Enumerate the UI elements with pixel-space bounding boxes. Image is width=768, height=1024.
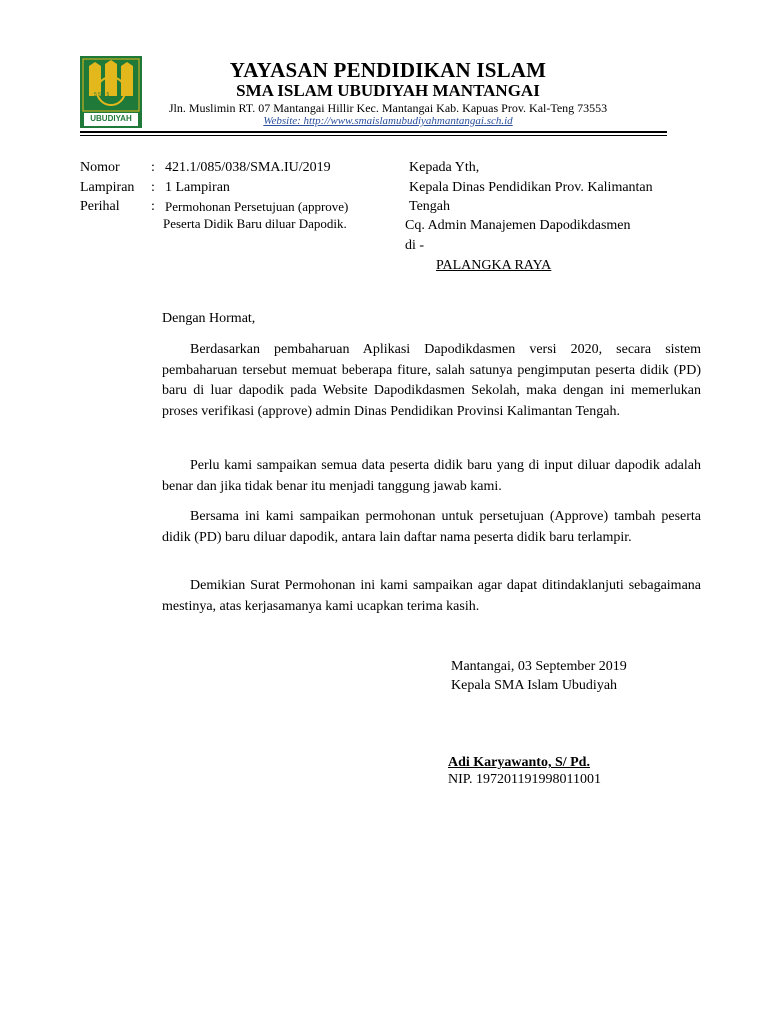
lampiran-label: Lampiran [80, 180, 135, 195]
perihal-line-1: Permohonan Persetujuan (approve) [165, 199, 349, 214]
recipient-di: di - [405, 238, 425, 253]
foundation-title: YAYASAN PENDIDIKAN ISLAM [229, 58, 547, 82]
perihal-label: Perihal [80, 199, 120, 214]
school-address: Jln. Muslimin RT. 07 Mantangai Hillir Kec. Mantangai Kab. Kapuas Prov. Kal-Teng 73553 [168, 101, 608, 115]
place-date: Mantangai, 03 September 2019 [451, 659, 627, 674]
school-name: SMA ISLAM UBUDIYAH MANTANGAI [236, 81, 540, 100]
paragraph-2: Perlu kami sampaikan semua data peserta didik baru yang di input diluar dapodik adalah benar dan jika tidak benar itu menjadi tanggung jawab kami. [162, 458, 701, 494]
logo-caption: UBUDIYAH [90, 114, 132, 123]
letterhead-divider [80, 131, 667, 133]
logo-numbers: 5 5 5 5 [94, 92, 110, 98]
letterhead-divider-thin [80, 135, 667, 136]
nomor-value: 421.1/085/038/SMA.IU/2019 [165, 160, 331, 175]
perihal-line-2: Peserta Didik Baru diluar Dapodik. [163, 216, 347, 231]
signer-position: Kepala SMA Islam Ubudiyah [451, 678, 618, 693]
recipient-city: PALANGKA RAYA [436, 258, 552, 273]
paragraph-3: Bersama ini kami sampaikan permohonan untuk persetujuan (Approve) tambah peserta didik (PD) baru diluar dapodik, antara lain daftar nama peserta didik baru terlampir. [162, 509, 701, 545]
recipient-greeting: Kepada Yth, [409, 160, 480, 175]
perihal-sep: : [151, 199, 155, 214]
paragraph-1: Berdasarkan pembaharuan Aplikasi Dapodikdasmen versi 2020, secara sistem pembaharuan tersebut memuat beberapa fiture, salah satunya pengimputan peserta didik (PD) baru di luar dapodik pada Website Dapodikdasmen Sekolah, maka dengan ini memerlukan proses verifikasi (approve) admin Dinas Pendidikan Provinsi Kalimantan Tengah. [162, 342, 701, 419]
school-logo [80, 56, 142, 128]
nomor-sep: : [151, 160, 155, 175]
website-link[interactable]: Website: http://www.smaislamubudiyahmantangai.sch.id [263, 115, 513, 127]
lampiran-value: 1 Lampiran [165, 180, 230, 195]
signer-name: Adi Karyawanto, S/ Pd. [448, 755, 590, 770]
paragraph-4: Demikian Surat Permohonan ini kami sampaikan agar dapat ditindaklanjuti sebagaimana mestinya, atas kerjasamanya kami ucapkan terima kasih. [162, 578, 701, 614]
recipient-cq: Cq. Admin Manajemen Dapodikdasmen [405, 218, 631, 233]
lampiran-sep: : [151, 180, 155, 195]
nomor-label: Nomor [80, 160, 120, 175]
recipient-title: Kepala Dinas Pendidikan Prov. Kalimantan [409, 180, 653, 195]
recipient-title-cont: Tengah [409, 199, 451, 214]
greeting: Dengan Hormat, [162, 311, 256, 326]
signer-nip: NIP. 197201191998011001 [448, 772, 601, 787]
